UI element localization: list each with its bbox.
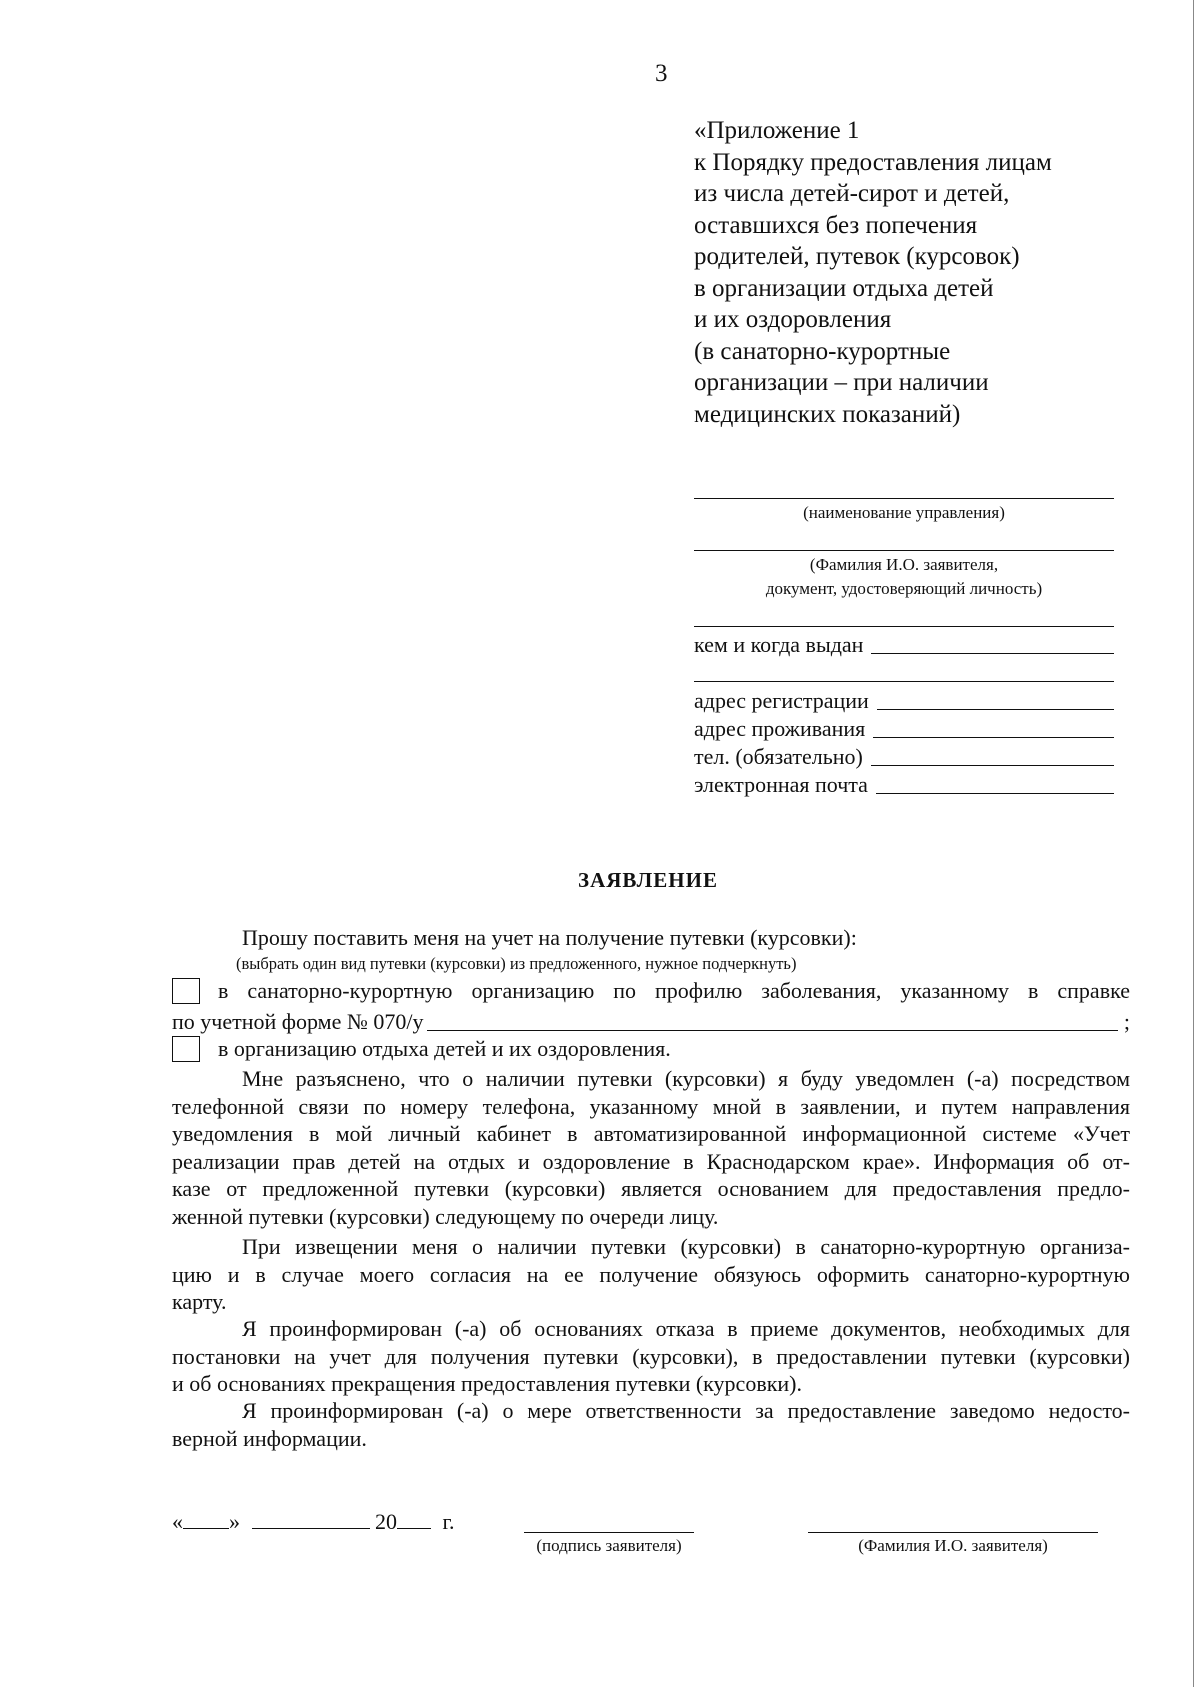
issued-by-extra-field[interactable] — [694, 681, 1114, 682]
phone-field[interactable] — [871, 765, 1114, 766]
applicant-name-field[interactable] — [694, 550, 1114, 551]
applicant-doc-field[interactable] — [694, 626, 1114, 627]
issued-by-row — [694, 630, 1114, 658]
form-070-label: по учетной форме № 070/у — [172, 1009, 424, 1034]
option-recreation-label: в организацию отдыха детей и их оздоровления. — [218, 1036, 671, 1061]
appendix-line: к Порядку предоставления лицам — [694, 148, 1052, 176]
phone-row — [694, 742, 1114, 770]
appendix-line: (в санаторно-курортные — [694, 337, 951, 365]
paragraph-line: женной путевки (курсовки) следующему по очереди лицу. — [172, 1203, 719, 1229]
email-label: электронная почта — [694, 772, 868, 797]
department-name-field[interactable] — [694, 498, 1114, 499]
date-year-suffix: г. — [442, 1509, 455, 1534]
paragraph-line: цию и в случае моего согласия на ее получение обязуюсь оформить санаторно-курортную — [172, 1261, 1130, 1287]
request-line: Прошу поставить меня на учет на получение путевки (курсовки): — [242, 925, 857, 950]
paragraph-line: карту. — [172, 1289, 227, 1314]
paragraph-line: постановки на учет для получения путевки (курсовки), в предоставлении путевки (курсовки) — [172, 1343, 1130, 1369]
date-year-field[interactable] — [397, 1508, 431, 1529]
document-title: ЗАЯВЛЕНИЕ — [578, 868, 718, 892]
date-row — [172, 1508, 455, 1535]
email-field[interactable] — [876, 793, 1114, 794]
paragraph-line: Я проинформирован (-а) об основаниях отказа в приеме документов, необходимых для — [242, 1316, 1130, 1341]
paragraph-line: верной информации. — [172, 1425, 367, 1451]
recreation-checkbox[interactable] — [172, 1036, 200, 1062]
paragraph-line: уведомления в мой личный кабинет в автоматизированной информационной системе «Учет — [172, 1121, 1130, 1146]
appendix-line: медицинских показаний) — [694, 400, 961, 428]
appendix-line: в организации отдыха детей — [694, 274, 994, 302]
department-caption: (наименование управления) — [803, 503, 1005, 522]
appendix-line: из числа детей-сирот и детей, — [694, 180, 1010, 207]
paragraph-refusal-grounds — [172, 1315, 1130, 1398]
page-number: 3 — [655, 60, 668, 87]
residence-label: адрес проживания — [694, 716, 866, 741]
form-070-field[interactable] — [427, 1030, 1117, 1031]
residence-row — [694, 714, 1114, 742]
issued-by-field[interactable] — [871, 653, 1114, 654]
phone-label: тел. (обязательно) — [694, 744, 863, 769]
residence-field[interactable] — [873, 737, 1114, 738]
paragraph-line: Мне разъяснено, что о наличии путевки (курсовки) я буду уведомлен (-а) посредством — [242, 1066, 1130, 1091]
email-row — [694, 770, 1114, 798]
appendix-line: оставшихся без попечения — [694, 211, 978, 239]
paragraph-line: телефонной связи по номеру телефона, указанному мной в заявлении, и путем направления — [172, 1093, 1130, 1119]
choice-hint: (выбрать один вид путевки (курсовки) из предложенного, нужное подчеркнуть) — [236, 954, 797, 973]
paragraph-line: казе от предложенной путевки (курсовки) является основанием для предоставления предло- — [172, 1176, 1130, 1201]
applicant-caption: (Фамилия И.О. заявителя, — [809, 555, 999, 574]
sanatorium-checkbox[interactable] — [172, 978, 200, 1004]
applicant-caption-doc: документ, удостоверяющий личность) — [765, 579, 1043, 598]
appendix-line: организации – при наличии — [694, 369, 989, 396]
appendix-heading — [694, 115, 1052, 430]
option-sanatorium-label: в санаторно-курортную организацию по профилю заболевания, указанному в справке — [218, 978, 1130, 1003]
date-year-prefix: 20 — [375, 1509, 397, 1534]
registration-row — [694, 686, 1114, 714]
registration-field[interactable] — [877, 709, 1114, 710]
date-day-field[interactable] — [183, 1508, 229, 1529]
page-edge-line — [1193, 0, 1194, 1687]
date-month-field[interactable] — [252, 1508, 370, 1529]
issued-by-label: кем и когда выдан — [694, 632, 864, 657]
paragraph-line: и об основаниях прекращения предоставления путевки (курсовки). — [172, 1371, 802, 1396]
registration-label: адрес регистрации — [694, 688, 869, 713]
signature-field[interactable] — [524, 1532, 694, 1533]
date-open-quote: « — [172, 1509, 183, 1534]
applicant-name-signature-field[interactable] — [808, 1532, 1098, 1533]
appendix-line: родителей, путевок (курсовок) — [694, 243, 1020, 270]
paragraph-responsibility — [172, 1397, 1130, 1452]
paragraph-line: При извещении меня о наличии путевки (курсовки) в санаторно-курортную организа- — [242, 1234, 1130, 1259]
name-caption: (Фамилия И.О. заявителя) — [858, 1536, 1048, 1555]
paragraph-notification — [172, 1065, 1130, 1230]
signature-caption: (подпись заявителя) — [536, 1536, 682, 1555]
appendix-line: «Приложение 1 — [694, 117, 860, 144]
date-close-quote: » — [229, 1509, 240, 1534]
paragraph-line: Я проинформирован (-а) о мере ответственности за предоставление заведомо недосто- — [242, 1398, 1130, 1423]
appendix-line: и их оздоровления — [694, 306, 892, 333]
paragraph-sanatorium-card — [172, 1233, 1130, 1316]
form-070-end: ; — [1123, 1009, 1130, 1034]
paragraph-line: реализации прав детей на отдых и оздоровление в Краснодарском крае». Информация об от- — [172, 1148, 1130, 1174]
form-070-row — [172, 1007, 1130, 1035]
